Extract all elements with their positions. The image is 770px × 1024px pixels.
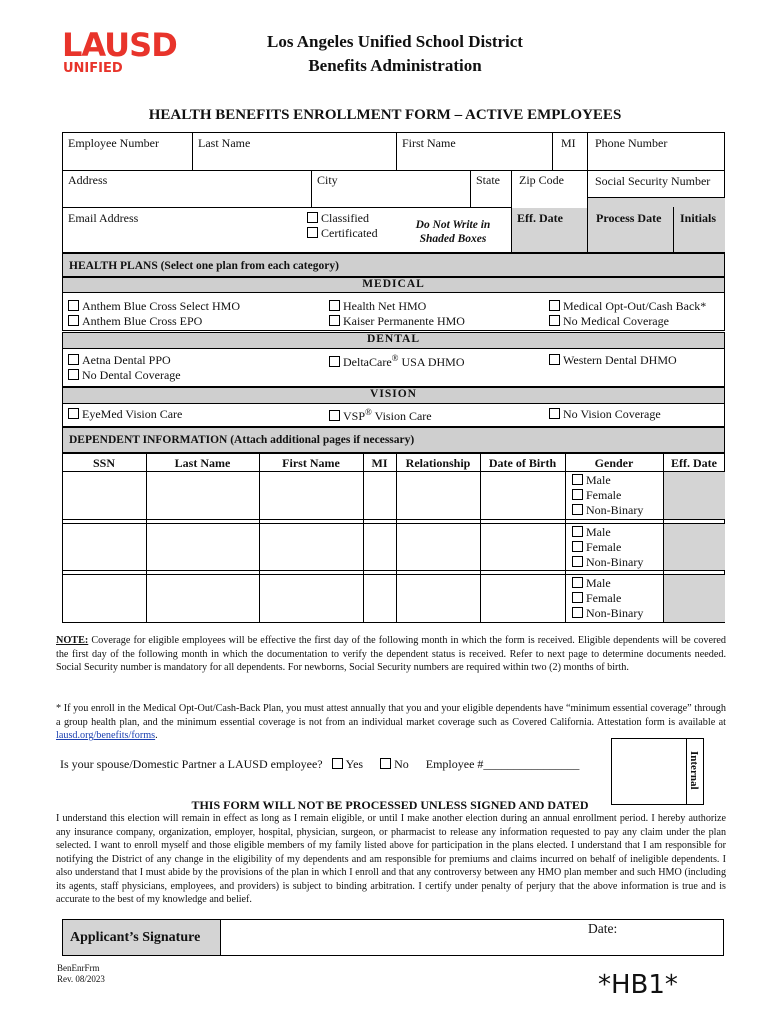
- logo-main-text: LAUSD: [62, 28, 177, 64]
- aetna-ppo-checkbox[interactable]: [68, 354, 79, 365]
- signature-label: Applicant’s Signature: [70, 930, 201, 945]
- dep1-eff-date-shaded: [664, 472, 725, 519]
- col-gender: Gender: [594, 456, 634, 470]
- form-code: BenEnrFrm: [57, 963, 100, 973]
- classified-checkbox[interactable]: [307, 212, 318, 223]
- kaiser-hmo-checkbox[interactable]: [329, 315, 340, 326]
- org-name: Los Angeles Unified School District: [267, 32, 523, 51]
- dependents-heading: DEPENDENT INFORMATION (Attach additional pages if necessary): [62, 427, 725, 453]
- dep3-gender-nonbinary[interactable]: Non-Binary: [572, 606, 643, 621]
- eyemed-checkbox[interactable]: [68, 408, 79, 419]
- address-field[interactable]: Address: [68, 173, 108, 187]
- dep2-eff-date-shaded: [664, 524, 725, 570]
- opt-out-note: * If you enroll in the Medical Opt-Out/Cash-Back Plan, you must attest annually that you and your eligible dependents have “minimum essential coverage” through a group health plan, and the minimum essential coverage is not from an individual market coverage such as Covered California. Attestation form is available at lausd.org/benefits/forms.: [56, 703, 726, 742]
- dep3-eff-date-shaded: [664, 575, 725, 622]
- anthem-select-hmo-option[interactable]: Anthem Blue Cross Select HMO: [68, 299, 240, 314]
- dep3-female-checkbox[interactable]: [572, 592, 583, 603]
- spouse-question: Is your spouse/Domestic Partner a LAUSD employee?: [60, 757, 323, 771]
- spouse-yes-checkbox[interactable]: [332, 758, 343, 769]
- col-dob: Date of Birth: [488, 456, 557, 470]
- form-title: HEALTH BENEFITS ENROLLMENT FORM – ACTIVE EMPLOYEES: [148, 107, 622, 123]
- dep1-gender-group: [572, 473, 643, 518]
- dep2-male-checkbox[interactable]: [572, 526, 583, 537]
- date-label: Date:: [588, 921, 618, 936]
- eff-date-label: Eff. Date: [517, 211, 563, 225]
- dep1-gender-nonbinary[interactable]: Non-Binary: [572, 503, 643, 518]
- spouse-no-label: No: [394, 757, 409, 771]
- dep1-gender-female[interactable]: Female: [572, 488, 643, 503]
- first-name-field[interactable]: First Name: [402, 136, 456, 150]
- col-last-name: Last Name: [174, 456, 231, 470]
- western-dental-checkbox[interactable]: [549, 354, 560, 365]
- dep1-gender-male[interactable]: Male: [572, 473, 643, 488]
- dep3-gender-group: [572, 576, 643, 621]
- vsp-option[interactable]: VSP® Vision Care: [329, 407, 432, 424]
- initials-label: Initials: [680, 211, 717, 225]
- health-net-hmo-option[interactable]: Health Net HMO: [329, 299, 426, 314]
- dep2-female-checkbox[interactable]: [572, 541, 583, 552]
- employee-number-field[interactable]: Employee Number: [68, 136, 159, 150]
- dep2-gender-nonbinary[interactable]: Non-Binary: [572, 555, 643, 570]
- health-net-hmo-checkbox[interactable]: [329, 300, 340, 311]
- eyemed-option[interactable]: EyeMed Vision Care: [68, 407, 182, 422]
- state-field[interactable]: State: [476, 173, 500, 187]
- col-first-name: First Name: [282, 456, 340, 470]
- vsp-checkbox[interactable]: [329, 410, 340, 421]
- western-dental-option[interactable]: Western Dental DHMO: [549, 353, 677, 368]
- dental-heading: DENTAL: [62, 332, 725, 349]
- mi-field[interactable]: MI: [561, 136, 576, 150]
- dep2-gender-group: [572, 525, 643, 570]
- spouse-question-row: [60, 757, 579, 772]
- date-field[interactable]: [586, 938, 722, 955]
- last-name-field[interactable]: Last Name: [198, 136, 251, 150]
- employee-number-input[interactable]: ________________: [483, 757, 580, 771]
- no-dental-option[interactable]: No Dental Coverage: [68, 368, 181, 383]
- form-revision: Rev. 08/2023: [57, 974, 105, 984]
- dep3-nonbinary-checkbox[interactable]: [572, 607, 583, 618]
- certificated-checkbox[interactable]: [307, 227, 318, 238]
- dep2-nonbinary-checkbox[interactable]: [572, 556, 583, 567]
- signature-field[interactable]: [221, 920, 576, 955]
- kaiser-hmo-option[interactable]: Kaiser Permanente HMO: [329, 314, 465, 329]
- dept-name: Benefits Administration: [308, 56, 482, 75]
- dep1-male-checkbox[interactable]: [572, 474, 583, 485]
- dep2-gender-female[interactable]: Female: [572, 540, 643, 555]
- col-eff-date: Eff. Date: [671, 456, 717, 470]
- col-relationship: Relationship: [405, 456, 471, 470]
- forms-link[interactable]: lausd.org/benefits/forms: [56, 730, 156, 742]
- medical-heading: MEDICAL: [62, 277, 725, 293]
- signed-warning: THIS FORM WILL NOT BE PROCESSED UNLESS SIGNED AND DATED: [191, 798, 589, 812]
- dep3-male-checkbox[interactable]: [572, 577, 583, 588]
- email-field[interactable]: Email Address: [68, 211, 139, 225]
- no-vision-checkbox[interactable]: [549, 408, 560, 419]
- employee-number-label: Employee #: [425, 757, 484, 771]
- anthem-epo-option[interactable]: Anthem Blue Cross EPO: [68, 314, 202, 329]
- phone-number-field[interactable]: Phone Number: [595, 136, 668, 150]
- agreement-text: I understand this election will remain in effect as long as I remain eligible, or until I make another election during an annual enrollment period. I hereby authorize any insurance company, organization, employer, hospital, physician, surgeon, or pharmacist to release any information requested to pay any claim under the plan selected. I want to enroll myself and those eligible members of my family listed above for participation in the plans elected. I understand that I am responsible for notifying the District of any change in the eligibility of my dependents and am responsible for premiums and claims incurred on behalf of ineligible dependents. I also understand that I must abide by the provisions of the plan in which I enroll and that any controversy between any HMO plan member and such HMO (including its agents, staff physicians, employees, and providers) is subject to binding arbitration. I certify under penalty of perjury that the above information is true and is accurate to the best of my knowledge and belief.: [56, 813, 726, 905]
- anthem-select-hmo-checkbox[interactable]: [68, 300, 79, 311]
- deltacare-dhmo-checkbox[interactable]: [329, 356, 340, 367]
- medical-opt-out-option[interactable]: Medical Opt-Out/Cash Back*: [549, 299, 706, 314]
- dep3-gender-male[interactable]: Male: [572, 576, 643, 591]
- ssn-field[interactable]: Social Security Number: [595, 174, 711, 188]
- vision-heading: VISION: [62, 387, 725, 404]
- classified-option[interactable]: Classified: [307, 211, 369, 226]
- dep1-nonbinary-checkbox[interactable]: [572, 504, 583, 515]
- no-medical-option[interactable]: No Medical Coverage: [549, 314, 669, 329]
- barcode-text: *HB1*: [598, 970, 678, 1000]
- spouse-no-checkbox[interactable]: [380, 758, 391, 769]
- internal-label: Internal: [688, 751, 700, 790]
- zip-code-field[interactable]: Zip Code: [519, 173, 564, 187]
- coverage-note: NOTE: Coverage for eligible employees will be effective the first day of the following month in which the form is received. Eligible dependents will be covered the first day of the following month in which the documentation to verify the dependent status is received. Refer to next page to determine documents needed. Social Security number is mandatory for all dependents. For newborns, Social Security numbers are required within two (2) months of birth.: [56, 635, 726, 674]
- no-medical-checkbox[interactable]: [549, 315, 560, 326]
- spouse-yes-label: Yes: [345, 757, 364, 771]
- dep1-female-checkbox[interactable]: [572, 489, 583, 500]
- no-vision-option[interactable]: No Vision Coverage: [549, 407, 661, 422]
- city-field[interactable]: City: [317, 173, 338, 187]
- dep2-gender-male[interactable]: Male: [572, 525, 643, 540]
- process-date-label: Process Date: [596, 211, 662, 225]
- no-dental-checkbox[interactable]: [68, 369, 79, 380]
- col-mi: MI: [371, 456, 388, 470]
- health-plans-heading: HEALTH PLANS (Select one plan from each category): [62, 253, 725, 277]
- deltacare-dhmo-option[interactable]: DeltaCare® USA DHMO: [329, 353, 465, 370]
- aetna-ppo-option[interactable]: Aetna Dental PPO: [68, 353, 171, 368]
- dep3-gender-female[interactable]: Female: [572, 591, 643, 606]
- certificated-option[interactable]: Certificated: [307, 226, 378, 241]
- col-ssn: SSN: [92, 456, 115, 470]
- anthem-epo-checkbox[interactable]: [68, 315, 79, 326]
- medical-opt-out-checkbox[interactable]: [549, 300, 560, 311]
- do-not-write-note: Do Not Write in Shaded Boxes: [415, 219, 491, 245]
- logo-sub-text: UNIFIED: [63, 61, 123, 76]
